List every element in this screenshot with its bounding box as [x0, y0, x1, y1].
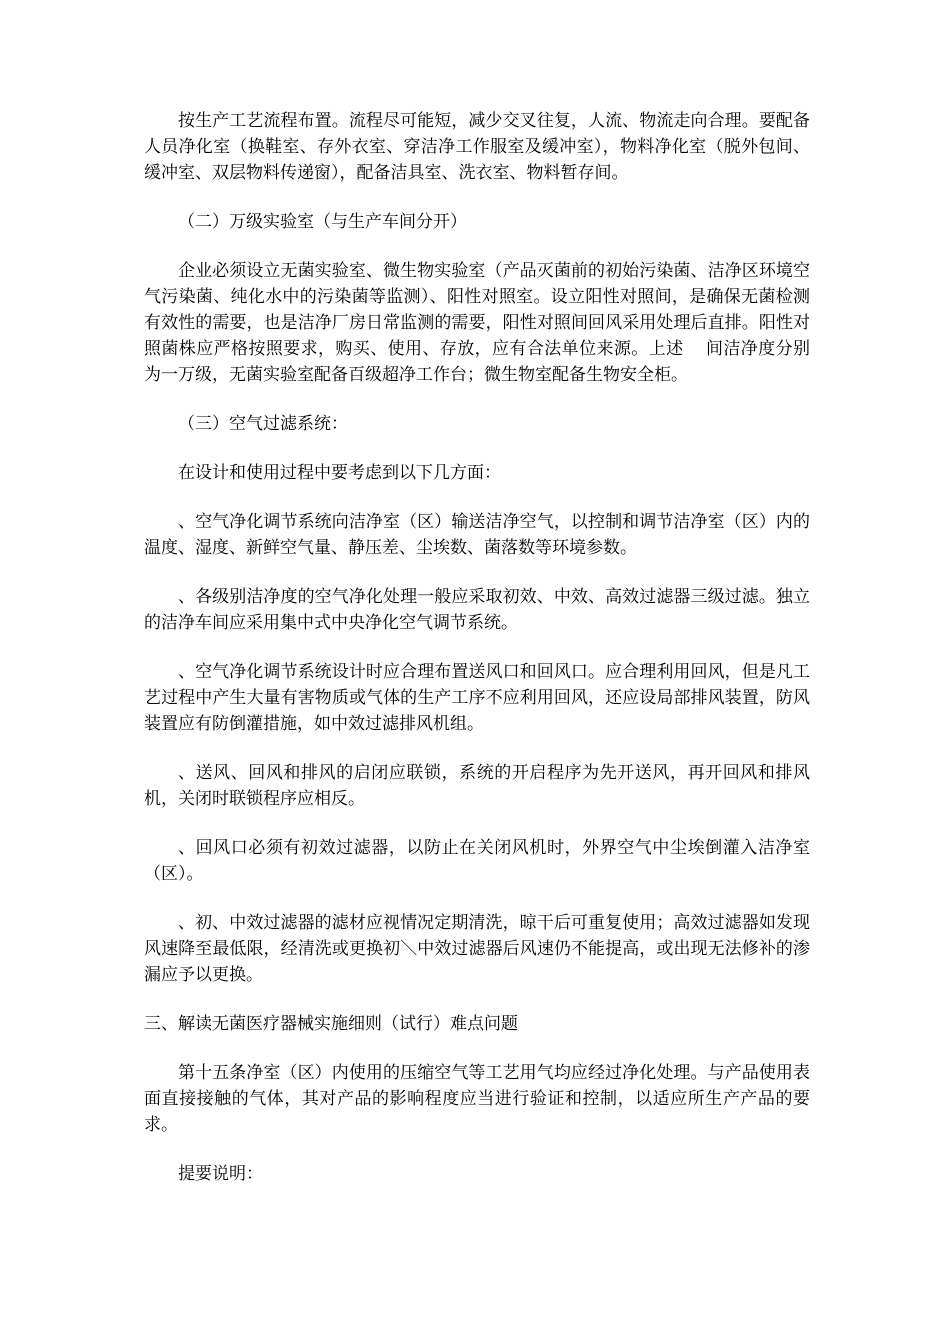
paragraph-summary-label: 提要说明： — [178, 1164, 263, 1184]
paragraph-sterile-lab-requirements — [144, 258, 810, 388]
paragraph-item-filter-maintenance: 、初、中效过滤器的滤材应视情况定期清洗，晾干后可重复使用；高效过滤器如发现风速降至最低限，经清洗或更换初＼中效过滤器后风速仍不能提高，或出现无法修补的渗漏应予以更换。 — [144, 913, 810, 985]
paragraph-item-return-air-filter: 、回风口必须有初效过滤器，以防止在关闭风机时，外界空气中尘埃倒灌入洁净室（区）。 — [144, 838, 810, 884]
paragraph-item-clean-air-supply: 、空气净化调节系统向洁净室（区）输送洁净空气，以控制和调节洁净室（区）内的温度、湿度、新鲜空气量、静压差、尘埃数、菌落数等环境参数。 — [144, 512, 810, 558]
paragraph-design-considerations: 在设计和使用过程中要考虑到以下几方面： — [178, 463, 501, 483]
paragraph-item-three-stage-filtration: 、各级别洁净度的空气净化处理一般应采取初效、中效、高效过滤器三级过滤。独立的洁净车间应采用集中式中央净化空气调节系统。 — [144, 587, 810, 633]
paragraph-article-fifteen: 第十五条净室（区）内使用的压缩空气等工艺用气均应经过净化处理。与产品使用表面直接接触的气体，其对产品的影响程度应当进行验证和控制，以适应所生产产品的要求。 — [144, 1063, 810, 1135]
document-body — [144, 108, 810, 1210]
paragraph-item-air-outlets: 、空气净化调节系统设计时应合理布置送风口和回风口。应合理利用回风，但是凡工艺过程中产生大量有害物质或气体的生产工序不应利用回风，还应设局部排风装置，防风装置应有防倒灌措施，如中效过滤排风机组。 — [144, 662, 810, 734]
paragraph-sterile-lab-part-1: 企业必须设立无菌实验室、微生物实验室（产品灭菌前的初始污染菌、洁净区环境空气污染菌、纯化水中的污染菌等监测）、阳性对照室。设立阳性对照间，是确保无菌检测有效性的需要，也是洁净厂房日常监测的需要，阳性对照间回风采用处理后直排。阳性对照菌株应严格按照要求，购买、使用、存放，应有合法单位来源。上述 — [144, 261, 810, 359]
heading-ten-thousand-class-lab: （二）万级实验室（与生产车间分开） — [178, 212, 467, 232]
section-heading-difficult-issues: 三、解读无菌医疗器械实施细则（试行）难点问题 — [144, 1014, 518, 1034]
paragraph-layout-flow: 按生产工艺流程布置。流程尽可能短，减少交叉往复，人流、物流走向合理。要配备人员净化室（换鞋室、存外衣室、穿洁净工作服室及缓冲室），物料净化室（脱外包间、缓冲室、双层物料传递窗），配备洁具室、洗衣室、物料暂存间。 — [144, 111, 810, 183]
heading-air-filtration-system: （三）空气过滤系统： — [178, 414, 348, 434]
paragraph-sterile-lab-part-2: 间洁净度分别为一万级，无菌实验室配备百级超净工作台；微生物室配备生物安全柜。 — [144, 339, 811, 385]
paragraph-item-interlock: 、送风、回风和排风的启闭应联锁，系统的开启程序为先开送风，再开回风和排风机，关闭时联锁程序应相反。 — [144, 763, 810, 809]
